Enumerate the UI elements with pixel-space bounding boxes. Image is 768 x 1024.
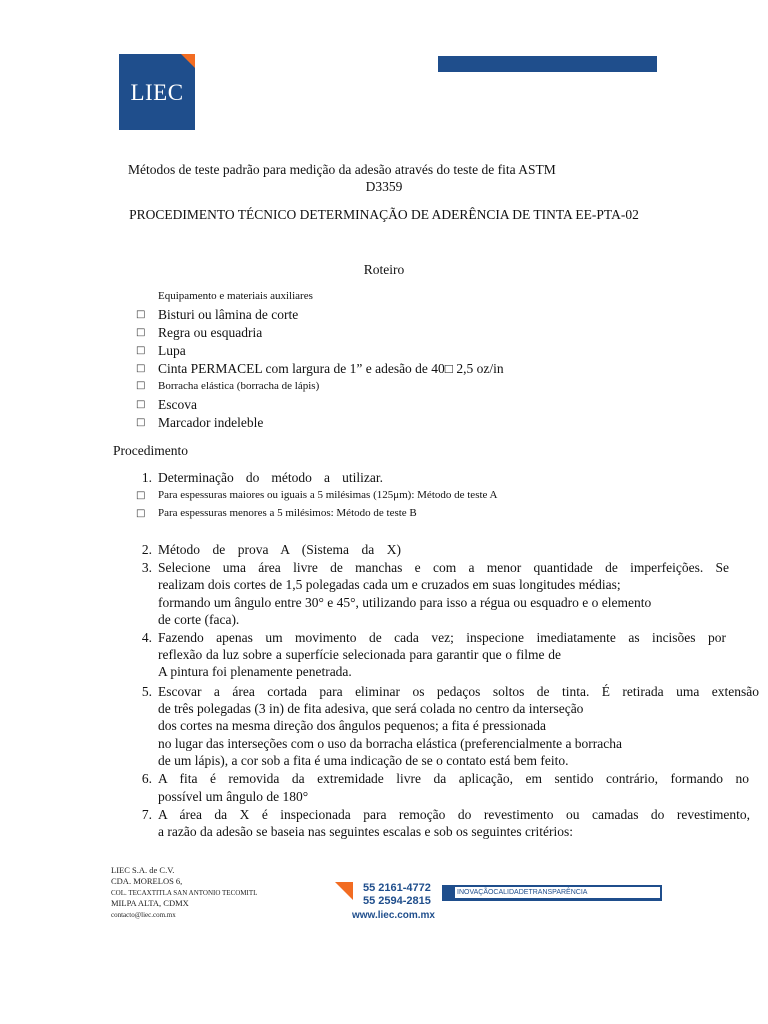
checkbox-bullet-icon: □ <box>136 399 146 410</box>
footer-website: www.liec.com.mx <box>352 910 435 921</box>
step-5-line: no lugar das interseções com o uso da borracha elástica (preferencialmente a borracha <box>158 736 623 751</box>
step-3-line: Selecione uma área livre de manchas e com a menor quantidade de imperfeições. Se <box>158 560 729 575</box>
footer-phone: 55 2594-2815 <box>363 895 431 907</box>
footer-address: CDA. MORELOS 6, <box>111 876 183 886</box>
step-4-line: Fazendo apenas um movimento de cada vez; inspecione imediatamente as incisões por <box>158 630 726 645</box>
step-4-line: A pintura foi plenamente penetrada. <box>158 664 352 679</box>
footer-phone: 55 2161-4772 <box>363 882 431 894</box>
procedure-heading: Procedimento <box>113 443 188 458</box>
checkbox-bullet-icon: □ <box>136 417 146 428</box>
checkbox-bullet-icon: □ <box>136 363 146 374</box>
footer-tagline: INOVAÇÃOCALIDADETRANSPARÊNCIA <box>457 889 588 896</box>
step-number: 1. <box>141 470 152 485</box>
checkbox-bullet-icon: □ <box>136 345 146 356</box>
step-1-subitem: Para espessuras menores a 5 milésimos: Método de teste B <box>158 507 417 519</box>
step-5-line: dos cortes na mesma direção dos ângulos pequenos; a fita é pressionada <box>158 718 547 733</box>
step-3-line: realizam dois cortes de 1,5 polegadas cada um e cruzados em suas longitudes médias; <box>158 577 621 592</box>
step-4-line: reflexão da luz sobre a superfície selecionada para garantir que o filme de <box>158 647 561 662</box>
equipment-item: Bisturi ou lâmina de corte <box>158 307 299 322</box>
equipment-item: Escova <box>158 397 197 412</box>
step-1-text: Determinação do método a utilizar. <box>158 470 383 485</box>
step-5-line: de um lápis), a cor sob a fita é uma indicação de se o contato está bem feito. <box>158 753 569 768</box>
step-number: 4. <box>141 630 152 645</box>
equipment-item: Cinta PERMACEL com largura de 1” e adesão de 40□ 2,5 oz/in <box>158 361 504 376</box>
step-number: 6. <box>141 771 152 786</box>
logo-text: LIEC <box>130 80 184 105</box>
step-7-line: a razão da adesão se baseia nas seguintes escalas e sob os seguintes critérios: <box>158 824 573 839</box>
checkbox-bullet-icon: □ <box>136 309 146 320</box>
logo-corner-accent <box>181 54 195 68</box>
header-bar <box>438 56 657 72</box>
checkbox-bullet-icon: □ <box>136 327 146 338</box>
step-7-line: A área da X é inspecionada para remoção do revestimento ou camadas do revestimento, <box>158 807 750 822</box>
step-3-line: de corte (faca). <box>158 612 240 627</box>
equipment-item: Lupa <box>158 343 186 358</box>
equipment-item: Marcador indeleble <box>158 415 264 430</box>
procedure-title: PROCEDIMENTO TÉCNICO DETERMINAÇÃO DE ADERÊNCIA DE TINTA EE-PTA-02 <box>129 207 639 222</box>
step-3-line: formando um ângulo entre 30° e 45°, utilizando para isso a régua ou esquadro e o elemento <box>158 595 652 610</box>
checkbox-bullet-icon: □ <box>136 380 146 391</box>
step-number: 5. <box>141 684 152 699</box>
roteiro-heading: Roteiro <box>363 262 405 277</box>
doc-title-line2: D3359 <box>365 179 403 194</box>
equipment-heading: Equipamento e materiais auxiliares <box>158 290 313 302</box>
footer-address: COL. TECAXTITLA SAN ANTONIO TECOMITL <box>111 889 258 897</box>
checkbox-bullet-icon: □ <box>136 508 146 519</box>
step-5-line: Escovar a área cortada para eliminar os pedaços soltos de tinta. É retirada uma extensão <box>158 684 759 699</box>
step-6-line: A fita é removida da extremidade livre da aplicação, em sentido contrário, formando no <box>158 771 749 786</box>
step-6-line: possível um ângulo de 180° <box>158 789 309 804</box>
step-5-line: de três polegadas (3 in) de fita adesiva, que será colada no centro da interseção <box>158 701 584 716</box>
equipment-item: Regra ou esquadria <box>158 325 263 340</box>
step-number: 2. <box>141 542 152 557</box>
footer-company: LIEC S.A. de C.V. <box>111 865 175 875</box>
footer-email: contacto@liec.com.mx <box>111 911 176 919</box>
footer-address: MILPA ALTA, CDMX <box>111 898 189 908</box>
checkbox-bullet-icon: □ <box>136 490 146 501</box>
step-number: 7. <box>141 807 152 822</box>
step-number: 3. <box>141 560 152 575</box>
footer-orange-accent <box>335 882 353 900</box>
step-1-subitem: Para espessuras maiores ou iguais a 5 milésimas (125μm): Método de teste A <box>158 489 498 501</box>
step-2-text: Método de prova A (Sistema da X) <box>158 542 401 557</box>
equipment-item: Borracha elástica (borracha de lápis) <box>158 380 320 392</box>
liec-logo <box>119 54 195 130</box>
doc-title-line1: Métodos de teste padrão para medição da adesão através do teste de fita ASTM <box>128 162 556 177</box>
